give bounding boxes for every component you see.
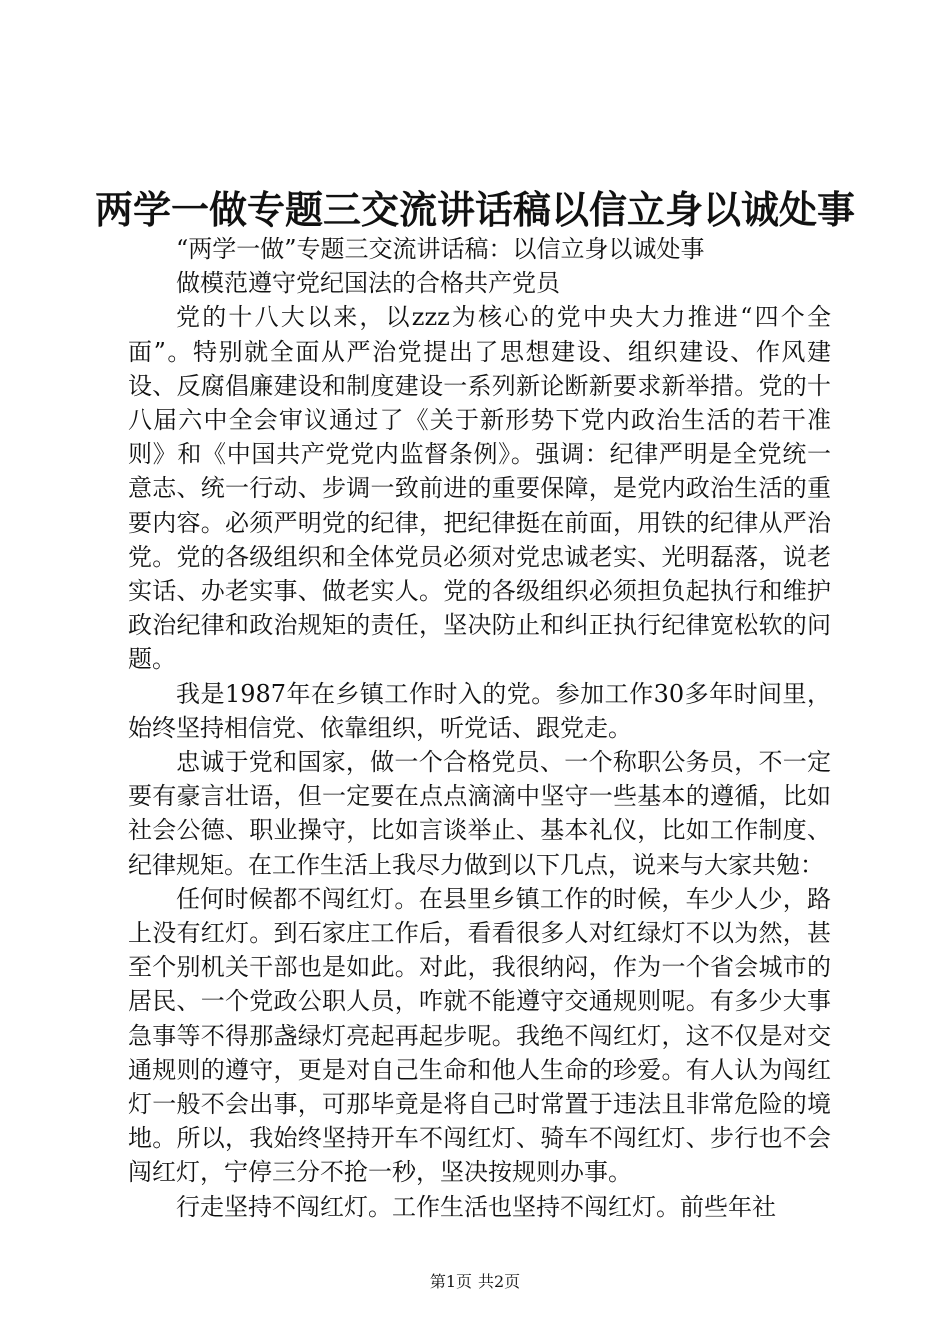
page-number: 第1页: [429, 1272, 472, 1291]
body-paragraph: 党的十八大以来，以zzz为核心的党中央大力推进“四个全面”。特别就全面从严治党提出了思想建设、组织建设、作风建设、反腐倡廉建设和制度建设一系列新论断新要求新举措。党的十八届六中全会审议通过了《关于新形势下党内政治生活的若干准则》和《中国共产党党内监督条例》。强调：纪律严明是全党统一意志、统一行动、步调一致前进的重要保障，是党内政治生活的重要内容。必须严明党的纪律，把纪律挺在前面，用铁的纪律从严治党。党的各级组织和全体党员必须对党忠诚老实、光明磊落，说老实话、办老实事、做老实人。党的各级组织必须担负起执行和维护政治纪律和政治规矩的责任，坚决防止和纠正执行纪律宽松软的问题。: [128, 303, 831, 674]
body-paragraph: 忠诚于党和国家，做一个合格党员、一个称职公务员，不一定要有豪言壮语，但一定要在点点滴滴中坚守一些基本的遵循，比如社会公德、职业操守，比如言谈举止、基本礼仪，比如工作制度、纪律规矩。在工作生活上我尽力做到以下几点，说来与大家共勉：: [128, 748, 831, 879]
subtitle-line: “两学一做”专题三交流讲话稿：以信立身以诚处事: [176, 235, 705, 263]
page-footer: [0, 1272, 950, 1292]
document-title: 两学一做专题三交流讲话稿以信立身以诚处事: [94, 187, 855, 232]
document-body: [128, 232, 831, 1224]
body-paragraph: 任何时候都不闯红灯。在县里乡镇工作的时候，车少人少，路上没有红灯。到石家庄工作后，看看很多人对红绿灯不以为然，甚至个别机关干部也是如此。对此，我很纳闷，作为一个省会城市的居民、一个党政公职人员，咋就不能遵守交通规则呢。有多少大事急事等不得那盏绿灯亮起再起步呢。我绝不闯红灯，这不仅是对交通规则的遵守，更是对自己生命和他人生命的珍爱。有人认为闯红灯一般不会出事，可那毕竟是将自己时常置于违法且非常危险的境地。所以，我始终坚持开车不闯红灯、骑车不闯红灯、步行也不会闯红灯，宁停三分不抢一秒，坚决按规则办事。: [128, 884, 831, 1187]
body-paragraph: 我是1987年在乡镇工作时入的党。参加工作30多年时间里，始终坚持相信党、依靠组织，听党话、跟党走。: [128, 679, 831, 742]
page-total: 共2页: [478, 1272, 521, 1291]
subtitle-line: 做模范遵守党纪国法的合格共产党员: [176, 269, 560, 298]
body-paragraph: 行走坚持不闯红灯。工作生活也坚持不闯红灯。前些年社: [176, 1192, 776, 1221]
